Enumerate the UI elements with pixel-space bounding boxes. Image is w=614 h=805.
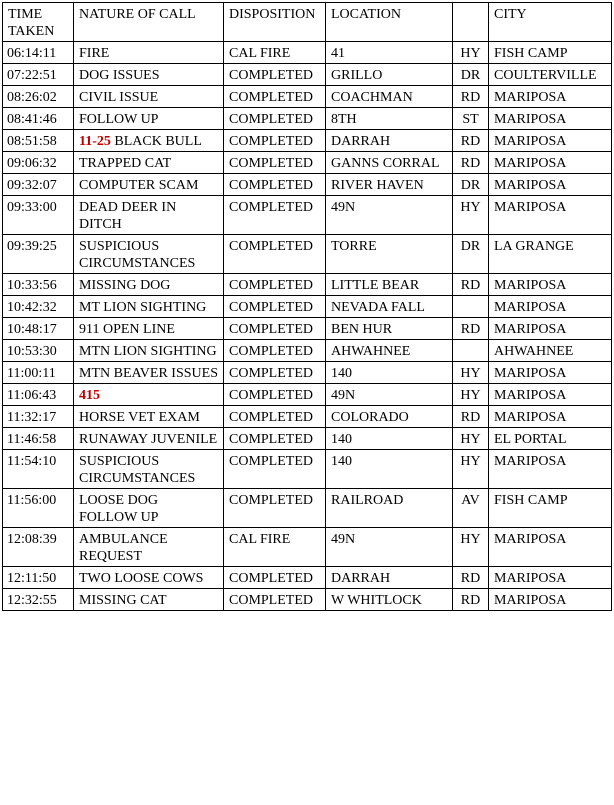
time-taken-cell: 10:33:56 [3, 274, 74, 296]
disposition-cell: COMPLETED [224, 567, 326, 589]
table-row [3, 528, 612, 567]
call-description: MT LION SIGHTING [79, 300, 207, 315]
city-cell: MARIPOSA [489, 318, 612, 340]
street-suffix-cell: DR [453, 174, 489, 196]
disposition-cell: COMPLETED [224, 318, 326, 340]
nature-of-call-cell [74, 318, 224, 340]
nature-of-call-cell [74, 196, 224, 235]
time-taken-cell: 07:22:51 [3, 64, 74, 86]
nature-of-call-cell [74, 362, 224, 384]
location-cell: AHWAHNEE [326, 340, 453, 362]
header-location: LOCATION [326, 3, 453, 42]
location-cell: GRILLO [326, 64, 453, 86]
call-description: MTN LION SIGHTING [79, 344, 217, 359]
location-cell: 8TH [326, 108, 453, 130]
time-taken-cell: 09:39:25 [3, 235, 74, 274]
location-cell: 49N [326, 384, 453, 406]
street-suffix-cell: HY [453, 362, 489, 384]
table-row [3, 152, 612, 174]
nature-of-call-cell [74, 340, 224, 362]
disposition-cell: COMPLETED [224, 362, 326, 384]
disposition-cell: COMPLETED [224, 130, 326, 152]
call-description: TWO LOOSE COWS [79, 571, 204, 586]
location-cell: GANNS CORRAL [326, 152, 453, 174]
location-cell: W WHITLOCK [326, 589, 453, 611]
nature-of-call-cell [74, 450, 224, 489]
nature-of-call-cell [74, 152, 224, 174]
header-time-taken: TIME TAKEN [3, 3, 74, 42]
time-taken-cell: 11:46:58 [3, 428, 74, 450]
time-taken-cell: 11:32:17 [3, 406, 74, 428]
nature-of-call-cell [74, 108, 224, 130]
street-suffix-cell: HY [453, 528, 489, 567]
call-description: SUSPICIOUS CIRCUMSTANCES [79, 454, 196, 486]
time-taken-cell: 09:33:00 [3, 196, 74, 235]
street-suffix-cell: AV [453, 489, 489, 528]
time-taken-cell: 11:00:11 [3, 362, 74, 384]
street-suffix-cell: RD [453, 589, 489, 611]
disposition-cell: COMPLETED [224, 384, 326, 406]
table-row [3, 296, 612, 318]
nature-of-call-cell [74, 174, 224, 196]
nature-of-call-cell [74, 406, 224, 428]
time-taken-cell: 09:06:32 [3, 152, 74, 174]
disposition-cell: COMPLETED [224, 64, 326, 86]
location-cell: COLORADO [326, 406, 453, 428]
call-description: AMBULANCE REQUEST [79, 532, 168, 564]
city-cell: MARIPOSA [489, 152, 612, 174]
street-suffix-cell: HY [453, 428, 489, 450]
city-cell: COULTERVILLE [489, 64, 612, 86]
disposition-cell: COMPLETED [224, 589, 326, 611]
location-cell: RAILROAD [326, 489, 453, 528]
table-row [3, 196, 612, 235]
nature-of-call-cell [74, 235, 224, 274]
nature-of-call-cell [74, 589, 224, 611]
call-description: TRAPPED CAT [79, 156, 172, 171]
time-taken-cell: 11:54:10 [3, 450, 74, 489]
call-description: FOLLOW UP [79, 112, 159, 127]
disposition-cell: COMPLETED [224, 174, 326, 196]
location-cell: 49N [326, 196, 453, 235]
table-row [3, 174, 612, 196]
location-cell: 140 [326, 362, 453, 384]
nature-of-call-cell [74, 130, 224, 152]
call-code: 11-25 [79, 134, 111, 149]
street-suffix-cell: RD [453, 130, 489, 152]
time-taken-cell: 11:06:43 [3, 384, 74, 406]
location-cell: DARRAH [326, 567, 453, 589]
time-taken-cell: 10:42:32 [3, 296, 74, 318]
call-description: LOOSE DOG FOLLOW UP [79, 493, 159, 525]
disposition-cell: COMPLETED [224, 489, 326, 528]
city-cell: MARIPOSA [489, 174, 612, 196]
call-description: MISSING CAT [79, 593, 167, 608]
nature-of-call-cell [74, 42, 224, 64]
street-suffix-cell: HY [453, 384, 489, 406]
time-taken-cell: 12:08:39 [3, 528, 74, 567]
city-cell: MARIPOSA [489, 450, 612, 489]
location-cell: RIVER HAVEN [326, 174, 453, 196]
city-cell: MARIPOSA [489, 108, 612, 130]
disposition-cell: COMPLETED [224, 296, 326, 318]
nature-of-call-cell [74, 384, 224, 406]
header-disposition: DISPOSITION [224, 3, 326, 42]
location-cell: DARRAH [326, 130, 453, 152]
table-row [3, 450, 612, 489]
table-row [3, 428, 612, 450]
disposition-cell: COMPLETED [224, 340, 326, 362]
header-nature-of-call: NATURE OF CALL [74, 3, 224, 42]
call-description: DEAD DEER IN DITCH [79, 200, 177, 232]
call-code: 415 [79, 388, 100, 403]
disposition-cell: CAL FIRE [224, 528, 326, 567]
city-cell: MARIPOSA [489, 130, 612, 152]
time-taken-cell: 08:51:58 [3, 130, 74, 152]
call-description: RUNAWAY JUVENILE [79, 432, 218, 447]
city-cell: EL PORTAL [489, 428, 612, 450]
street-suffix-cell: RD [453, 152, 489, 174]
call-description: HORSE VET EXAM [79, 410, 200, 425]
time-taken-cell: 06:14:11 [3, 42, 74, 64]
location-cell: COACHMAN [326, 86, 453, 108]
disposition-cell: COMPLETED [224, 152, 326, 174]
disposition-cell: COMPLETED [224, 235, 326, 274]
table-row [3, 274, 612, 296]
time-taken-cell: 10:48:17 [3, 318, 74, 340]
city-cell: MARIPOSA [489, 567, 612, 589]
street-suffix-cell [453, 296, 489, 318]
location-cell: 41 [326, 42, 453, 64]
location-cell: 140 [326, 450, 453, 489]
nature-of-call-cell [74, 296, 224, 318]
table-row [3, 86, 612, 108]
city-cell: AHWAHNEE [489, 340, 612, 362]
street-suffix-cell: DR [453, 235, 489, 274]
nature-of-call-cell [74, 274, 224, 296]
call-description: CIVIL ISSUE [79, 90, 159, 105]
city-cell: LA GRANGE [489, 235, 612, 274]
table-row [3, 362, 612, 384]
call-log-body [3, 42, 612, 611]
call-description: COMPUTER SCAM [79, 178, 199, 193]
call-description: MISSING DOG [79, 278, 171, 293]
location-cell: TORRE [326, 235, 453, 274]
header-city: CITY [489, 3, 612, 42]
street-suffix-cell: RD [453, 86, 489, 108]
street-suffix-cell: DR [453, 64, 489, 86]
table-row [3, 235, 612, 274]
call-description: DOG ISSUES [79, 68, 160, 83]
street-suffix-cell: HY [453, 42, 489, 64]
city-cell: MARIPOSA [489, 528, 612, 567]
time-taken-cell: 12:11:50 [3, 567, 74, 589]
disposition-cell: COMPLETED [224, 196, 326, 235]
table-row [3, 384, 612, 406]
time-taken-cell: 12:32:55 [3, 589, 74, 611]
table-row [3, 318, 612, 340]
time-taken-cell: 08:41:46 [3, 108, 74, 130]
nature-of-call-cell [74, 567, 224, 589]
call-description: MTN BEAVER ISSUES [79, 366, 218, 381]
city-cell: MARIPOSA [489, 274, 612, 296]
city-cell: MARIPOSA [489, 296, 612, 318]
nature-of-call-cell [74, 489, 224, 528]
call-description: 911 OPEN LINE [79, 322, 175, 337]
time-taken-cell: 08:26:02 [3, 86, 74, 108]
table-row [3, 64, 612, 86]
call-description: SUSPICIOUS CIRCUMSTANCES [79, 239, 196, 271]
street-suffix-cell: ST [453, 108, 489, 130]
street-suffix-cell: HY [453, 450, 489, 489]
time-taken-cell: 11:56:00 [3, 489, 74, 528]
location-cell: BEN HUR [326, 318, 453, 340]
city-cell: MARIPOSA [489, 589, 612, 611]
nature-of-call-cell [74, 64, 224, 86]
table-row [3, 406, 612, 428]
table-row [3, 42, 612, 64]
table-row [3, 108, 612, 130]
nature-of-call-cell [74, 428, 224, 450]
table-row [3, 130, 612, 152]
city-cell: FISH CAMP [489, 489, 612, 528]
disposition-cell: CAL FIRE [224, 42, 326, 64]
disposition-cell: COMPLETED [224, 450, 326, 489]
time-taken-cell: 10:53:30 [3, 340, 74, 362]
city-cell: MARIPOSA [489, 406, 612, 428]
street-suffix-cell: RD [453, 567, 489, 589]
disposition-cell: COMPLETED [224, 406, 326, 428]
table-row [3, 340, 612, 362]
call-log-table [2, 2, 612, 611]
disposition-cell: COMPLETED [224, 108, 326, 130]
city-cell: FISH CAMP [489, 42, 612, 64]
location-cell: 140 [326, 428, 453, 450]
location-cell: NEVADA FALL [326, 296, 453, 318]
time-taken-cell: 09:32:07 [3, 174, 74, 196]
table-row [3, 567, 612, 589]
header-row [3, 3, 612, 42]
city-cell: MARIPOSA [489, 362, 612, 384]
street-suffix-cell: HY [453, 196, 489, 235]
street-suffix-cell: RD [453, 406, 489, 428]
disposition-cell: COMPLETED [224, 86, 326, 108]
table-row [3, 589, 612, 611]
location-cell: LITTLE BEAR [326, 274, 453, 296]
city-cell: MARIPOSA [489, 86, 612, 108]
street-suffix-cell: RD [453, 318, 489, 340]
nature-of-call-cell [74, 528, 224, 567]
city-cell: MARIPOSA [489, 196, 612, 235]
call-description: BLACK BULL [110, 134, 202, 149]
disposition-cell: COMPLETED [224, 274, 326, 296]
city-cell: MARIPOSA [489, 384, 612, 406]
call-description: FIRE [79, 46, 110, 61]
table-row [3, 489, 612, 528]
nature-of-call-cell [74, 86, 224, 108]
street-suffix-cell: RD [453, 274, 489, 296]
header-street-suffix [453, 3, 489, 42]
street-suffix-cell [453, 340, 489, 362]
location-cell: 49N [326, 528, 453, 567]
disposition-cell: COMPLETED [224, 428, 326, 450]
